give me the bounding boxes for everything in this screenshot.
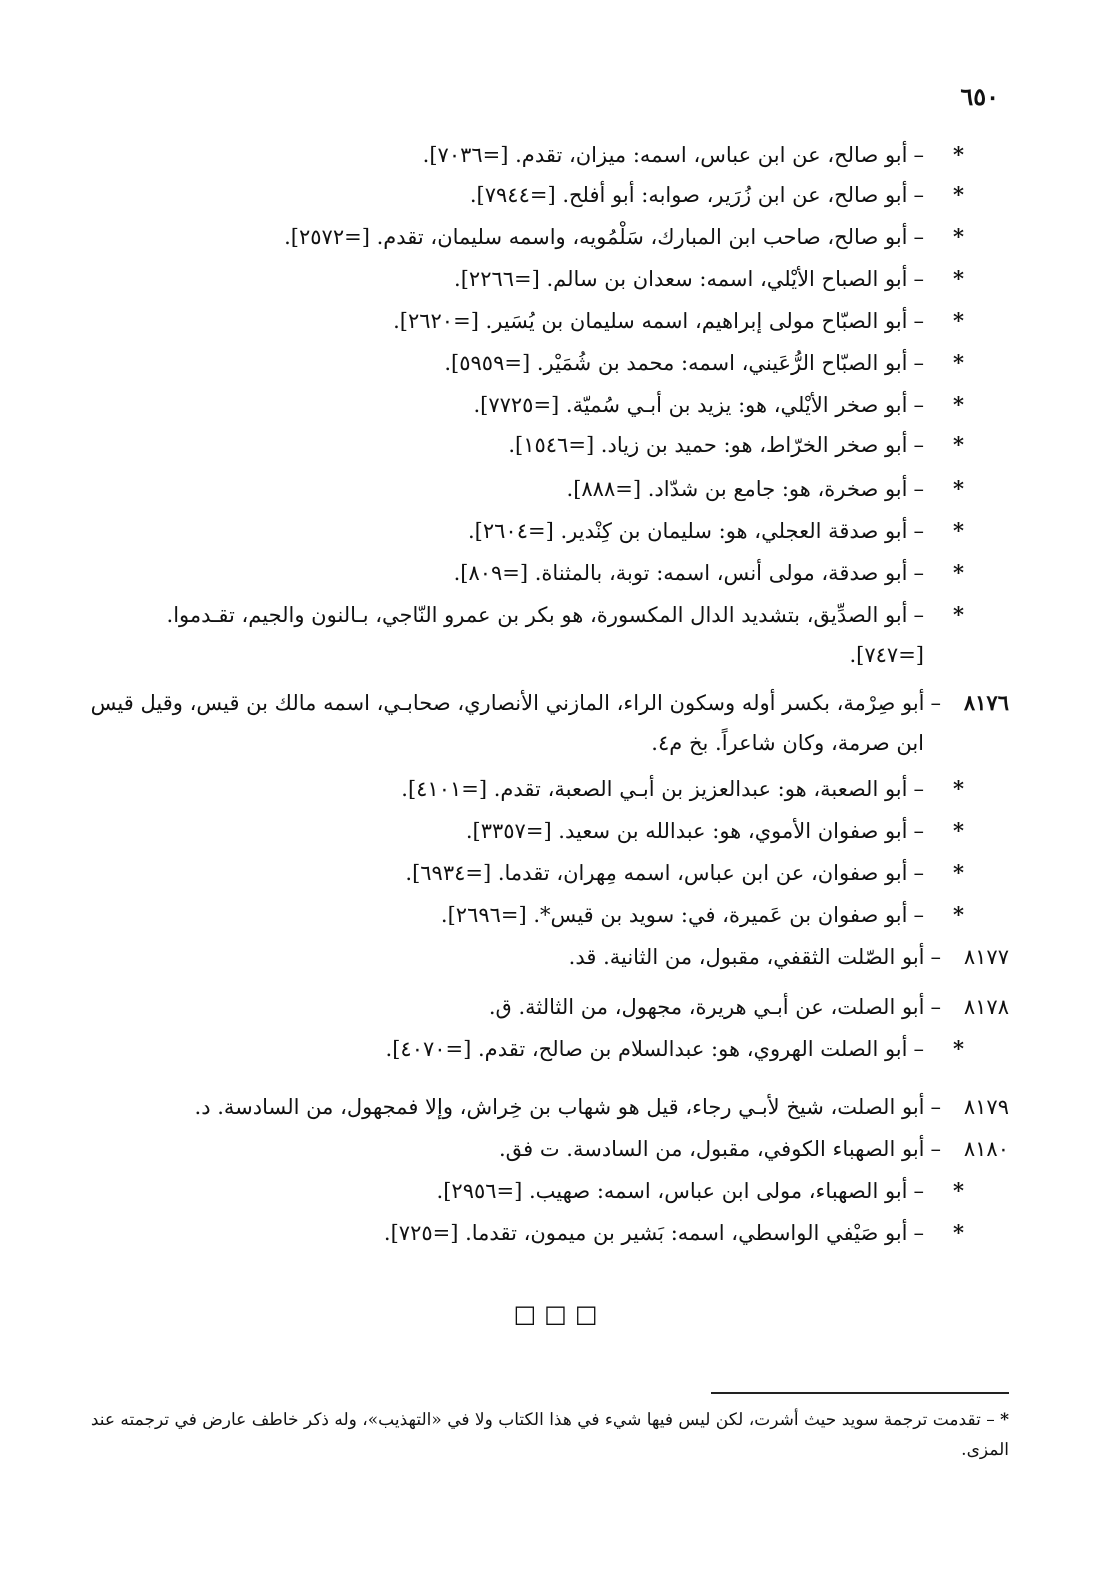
list-item: *–أبو صخر الخرّاط، هو: حميد بن زياد. [=١٥٤٦]. <box>508 432 964 457</box>
list-item: *–أبو صفوان بن عَميرة، في: سويد بن قيس*. [=٢٦٩٦]. <box>440 902 964 927</box>
footnote: * – تقدمت ترجمة سويد حيث أشرت، لكن ليس فيها شيء في هذا الكتاب ولا في «التهذيب»، وله ذكر خاطف عارض في ترجمته عند المزى. <box>90 1410 1009 1460</box>
list-item: *–أبو صفوان، عن ابن عباس، اسمه مِهران، تقدما. [=٦٩٣٤]. <box>405 860 964 885</box>
list-item: *–أبو الصدِّيق، بتشديد الدال المكسورة، هو بكر بن عمرو النّاجي، بـالنون والجيم، تقـدموا. <box>166 602 964 627</box>
numbered-entry: ٨١٧٦–أبو صِرْمة، بكسر أوله وسكون الراء، المازني الأنصاري، صحابـي، اسمه مالك بن قيس، وقيل قيس <box>90 690 1009 715</box>
numbered-entry: ٨١٧٩–أبو الصلت، شيخ لأبـي رجاء، قيل هو شهاب بن خِراش، وإلا فمجهول، من السادسة. د. <box>194 1095 1009 1119</box>
list-item: *–أبو صالح، عن ابن عباس، اسمه: ميزان، تقدم. [=٧٠٣٦]. <box>422 142 964 167</box>
list-item: *–أبو الصهباء، مولى ابن عباس، اسمه: صهيب. [=٢٩٥٦]. <box>436 1178 964 1203</box>
section-end-mark: □□□ <box>513 1300 606 1328</box>
list-item: *–أبو الصعبة، هو: عبدالعزيز بن أبـي الصعبة، تقدم. [=٤١٠١]. <box>401 776 964 801</box>
list-item: *–أبو الصبّاح مولى إبراهيم، اسمه سليمان بن يُسَير. [=٢٦٢٠]. <box>393 308 964 333</box>
list-item: *–أبو الصباح الأيْلي، اسمه: سعدان بن سالم. [=٢٢٦٦]. <box>454 266 964 291</box>
list-item: *–أبو الصلت الهروي، هو: عبدالسلام بن صالح، تقدم. [=٤٠٧٠]. <box>385 1036 964 1061</box>
list-item: *–أبو صخرة، هو: جامع بن شدّاد. [=٨٨٨]. <box>566 476 964 501</box>
list-item: *–أبو صالح، عن ابن زُرَير، صوابه: أبو أفلح. [=٧٩٤٤]. <box>469 182 964 207</box>
numbered-entry: ٨١٧٧–أبو الصّلت الثقفي، مقبول، من الثانية. قد. <box>568 945 1009 969</box>
list-item-continuation: [=٧٤٧]. <box>849 643 924 667</box>
list-item: *–أبو صدقة، مولى أنس، اسمه: توبة، بالمثناة. [=٨٠٩]. <box>453 560 964 585</box>
list-item: *–أبو صدقة العجلي، هو: سليمان بن كِنْدير. [=٢٦٠٤]. <box>468 518 964 543</box>
footnote-rule <box>711 1392 1009 1394</box>
numbered-entry-continuation: ابن صرمة، وكان شاعراً. بخ م٤. <box>651 731 924 755</box>
page-number: ٦٥٠ <box>960 82 999 111</box>
list-item: *–أبو صفوان الأموي، هو: عبدالله بن سعيد. [=٣٣٥٧]. <box>465 818 964 843</box>
list-item: *–أبو صَيْفي الواسطي، اسمه: بَشير بن ميمون، تقدما. [=٧٢٥]. <box>383 1220 964 1245</box>
numbered-entry: ٨١٧٨–أبو الصلت، عن أبـي هريرة، مجهول، من الثالثة. ق. <box>488 995 1009 1019</box>
numbered-entry: ٨١٨٠–أبو الصهباء الكوفي، مقبول، من السادسة. ت فق. <box>498 1137 1009 1161</box>
list-item: *–أبو الصبّاح الرُّعَيني، اسمه: محمد بن شُمَيْر. [=٥٩٥٩]. <box>444 350 964 375</box>
list-item: *–أبو صخر الأيْلي، هو: يزيد بن أبـي سُميّة. [=٧٧٢٥]. <box>473 392 964 417</box>
list-item: *–أبو صالح، صاحب ابن المبارك، سَلْمُويه، واسمه سليمان، تقدم. [=٢٥٧٢]. <box>284 224 964 249</box>
